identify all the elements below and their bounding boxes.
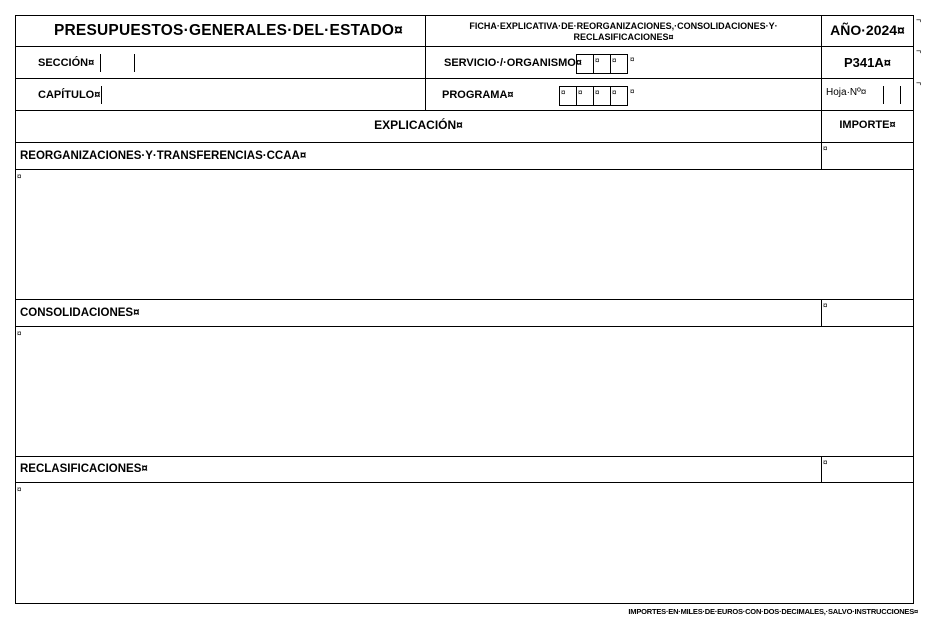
empty-cell-mark: ¤: [823, 301, 828, 310]
servicio-code-boxes[interactable]: [576, 54, 628, 74]
section-consolidaciones: CONSOLIDACIONES¤: [20, 307, 140, 319]
seccion-label: SECCIÓN¤: [38, 57, 95, 69]
importe-header: IMPORTE¤: [839, 119, 896, 131]
empty-cell-mark: ¤: [630, 87, 635, 96]
row-end-mark: ¬: [916, 46, 922, 56]
ficha-title-line: RECLASIFICACIONES¤: [573, 32, 674, 42]
empty-cell-mark: ¤: [612, 56, 617, 65]
section-reorganizaciones: REORGANIZACIONES·Y·TRANSFERENCIAS·CCAA¤: [20, 150, 307, 162]
empty-cell-mark: ¤: [17, 172, 22, 181]
seccion-field-divider: [100, 54, 101, 72]
col-divider: [821, 16, 822, 169]
row-end-mark: ¬: [916, 15, 922, 25]
year-label: AÑO·2024¤: [830, 22, 905, 38]
row-divider: [16, 110, 913, 111]
empty-cell-mark: ¤: [578, 88, 583, 97]
empty-cell-mark: ¤: [17, 485, 22, 494]
budget-form: [15, 15, 914, 604]
footer-note: IMPORTES·EN·MILES·DE·EUROS·CON·DOS·DECIMALES,·SALVO·INSTRUCCIONES¤: [628, 607, 918, 616]
section-reclasificaciones: RECLASIFICACIONES¤: [20, 463, 148, 475]
program-code: P341A¤: [844, 55, 891, 70]
row-divider: [16, 299, 913, 300]
programa-code-boxes[interactable]: [559, 86, 628, 106]
hoja-field-divider: [900, 86, 901, 104]
consolidaciones-explanation-area[interactable]: [16, 327, 913, 456]
empty-cell-mark: ¤: [17, 329, 22, 338]
empty-cell-mark: ¤: [823, 144, 828, 153]
reclasificaciones-explanation-area[interactable]: [16, 483, 913, 603]
explicacion-header: EXPLICACIÓN¤: [374, 118, 463, 132]
empty-cell-mark: ¤: [612, 88, 617, 97]
col-divider: [821, 299, 822, 326]
seccion-field-divider: [134, 54, 135, 72]
ficha-title: [426, 21, 821, 43]
col-divider: [821, 456, 822, 482]
capitulo-label: CAPÍTULO¤: [38, 89, 101, 101]
row-divider: [16, 456, 913, 457]
hoja-label: Hoja·Nº¤: [826, 87, 867, 98]
row-divider: [16, 46, 913, 47]
row-divider: [16, 142, 913, 143]
empty-cell-mark: ¤: [595, 56, 600, 65]
empty-cell-mark: ¤: [823, 458, 828, 467]
row-end-mark: ¬: [916, 78, 922, 88]
empty-cell-mark: ¤: [561, 88, 566, 97]
ficha-title-line: FICHA·EXPLICATIVA·DE·REORGANIZACIONES,·CONSOLIDACIONES·Y·: [469, 21, 778, 31]
row-divider: [16, 78, 913, 79]
servicio-label: SERVICIO·/·ORGANISMO¤: [444, 57, 582, 69]
programa-label: PROGRAMA¤: [442, 89, 514, 101]
form-title: PRESUPUESTOS·GENERALES·DEL·ESTADO¤: [54, 22, 403, 39]
empty-cell-mark: ¤: [595, 88, 600, 97]
capitulo-field-divider: [101, 86, 102, 104]
reorganizaciones-explanation-area[interactable]: [16, 170, 913, 299]
hoja-field-divider: [883, 86, 884, 104]
empty-cell-mark: ¤: [630, 55, 635, 64]
